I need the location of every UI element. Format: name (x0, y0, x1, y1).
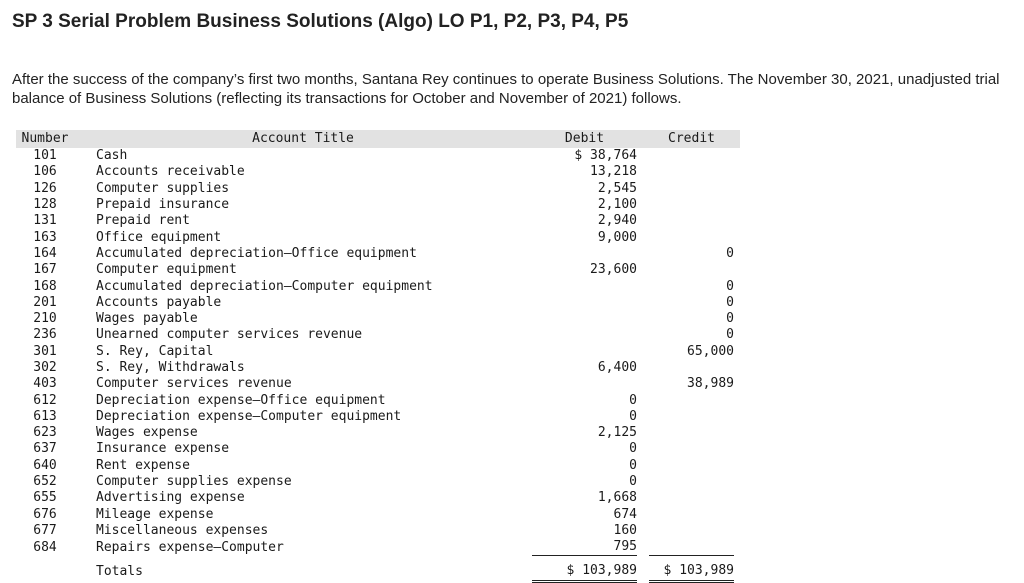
account-title: Computer equipment (96, 262, 237, 278)
credit-amount (649, 474, 734, 490)
account-title: Rent expense (96, 457, 190, 473)
account-title: S. Rey, Withdrawals (96, 360, 245, 375)
debit-amount: 795 (613, 539, 637, 555)
intro-paragraph: After the success of the company’s first two months, Santana Rey continues to operate Business Solutions. The November 30, 2021, unadjusted trial balance of Business Solutions (reflecting its transactions for October and November of 2021) follows. (12, 71, 1000, 107)
account-number: 101 (33, 148, 57, 164)
tail (734, 490, 740, 506)
credit-amount (649, 181, 734, 197)
gap (637, 409, 649, 425)
debit-amount: 0 (629, 392, 637, 408)
totals-label: Totals (96, 563, 143, 579)
table-row (16, 229, 740, 245)
account-title: Mileage expense (96, 506, 214, 522)
debit-amount: 160 (613, 522, 637, 538)
account-number: 403 (33, 376, 57, 392)
account-title: Depreciation expense—Computer equipment (96, 408, 402, 424)
account-number: 201 (33, 294, 57, 310)
debit-amount (532, 278, 637, 294)
account-title: Wages payable (96, 311, 198, 327)
debit-amount: 23,600 (590, 262, 637, 278)
account-title: Unearned computer services revenue (96, 327, 363, 343)
trial-balance-table (16, 130, 740, 583)
table-row (16, 474, 740, 490)
debit-amount: 2,125 (597, 425, 637, 441)
credit-amount: 0 (726, 327, 734, 343)
gap (637, 213, 649, 229)
table-row (16, 344, 740, 360)
totals-row (16, 556, 740, 582)
credit-amount: 65,000 (687, 343, 734, 359)
tail (734, 474, 740, 490)
account-number: 612 (33, 392, 57, 408)
tail (734, 246, 740, 262)
problem-title: SP 3 Serial Problem Business Solutions (Algo) LO P1, P2, P3, P4, P5 (12, 11, 629, 32)
tail (734, 148, 740, 164)
table-row (16, 458, 740, 474)
header-debit: Debit (532, 130, 637, 148)
tail (734, 229, 740, 245)
gap (637, 376, 649, 392)
gap (637, 458, 649, 474)
account-title: Repairs expense—Computer (96, 539, 284, 555)
gap (637, 539, 649, 556)
gap (637, 507, 649, 523)
tail (734, 344, 740, 360)
table-row (16, 246, 740, 262)
header-tail (734, 130, 740, 148)
tail (734, 523, 740, 539)
account-number: 301 (33, 343, 57, 359)
credit-amount (649, 229, 734, 245)
table-row (16, 539, 740, 556)
tail (734, 181, 740, 197)
credit-amount (649, 507, 734, 523)
tail (734, 164, 740, 180)
table-row (16, 490, 740, 506)
table-row (16, 311, 740, 327)
account-number: 623 (33, 425, 57, 441)
credit-amount (649, 360, 734, 376)
gap (637, 425, 649, 441)
credit-amount (649, 197, 734, 213)
account-number: 164 (33, 245, 57, 261)
totals-debit: $ 103,989 (532, 556, 637, 582)
gap (637, 441, 649, 457)
gap (637, 327, 649, 343)
tail (734, 327, 740, 343)
account-title: Accumulated depreciation—Office equipment (96, 245, 417, 261)
debit-amount: 6,400 (597, 360, 637, 375)
account-number: 163 (33, 229, 57, 245)
credit-amount: 38,989 (687, 376, 734, 392)
table-row (16, 441, 740, 457)
gap (637, 246, 649, 262)
table-row (16, 507, 740, 523)
account-title: Accumulated depreciation—Computer equipment (96, 278, 433, 294)
credit-amount (649, 392, 734, 408)
debit-amount: 0 (629, 457, 637, 473)
debit-amount: 2,940 (597, 213, 637, 229)
account-title: S. Rey, Capital (96, 343, 214, 359)
debit-amount: 0 (629, 408, 637, 424)
table-row (16, 392, 740, 408)
credit-amount (649, 262, 734, 278)
table-row (16, 409, 740, 425)
table-row (16, 295, 740, 311)
table-row (16, 164, 740, 180)
table-header-row (16, 130, 740, 148)
gap (637, 311, 649, 327)
table-row (16, 262, 740, 278)
debit-amount (532, 295, 637, 311)
account-title: Accounts payable (96, 294, 222, 310)
debit-amount: 2,100 (597, 197, 637, 213)
gap (637, 360, 649, 376)
account-number: 613 (33, 408, 57, 424)
table-body (16, 148, 740, 556)
debit-amount (532, 311, 637, 327)
debit-amount (532, 327, 637, 343)
gap (637, 164, 649, 180)
account-number: 131 (33, 213, 57, 229)
account-number: 106 (33, 164, 57, 180)
table-row (16, 278, 740, 294)
debit-amount: 13,218 (590, 164, 637, 180)
account-number: 637 (33, 441, 57, 457)
credit-amount (649, 409, 734, 425)
gap (637, 181, 649, 197)
table-row (16, 197, 740, 213)
gap (637, 344, 649, 360)
tail (734, 441, 740, 457)
debit-amount: 9,000 (597, 229, 637, 245)
tail (734, 425, 740, 441)
tail (734, 409, 740, 425)
account-number: 210 (33, 311, 57, 327)
table-row (16, 327, 740, 343)
account-title: Insurance expense (96, 441, 230, 457)
account-title: Computer services revenue (96, 376, 292, 392)
gap (637, 278, 649, 294)
totals-number (16, 556, 74, 582)
credit-amount (649, 164, 734, 180)
credit-amount (649, 523, 734, 539)
credit-amount (649, 539, 734, 556)
account-number: 236 (33, 327, 57, 343)
credit-amount: 0 (726, 311, 734, 327)
account-title: Depreciation expense—Office equipment (96, 392, 386, 408)
tail (734, 539, 740, 556)
debit-amount: 0 (629, 441, 637, 457)
totals-tail (734, 556, 740, 582)
credit-amount (649, 213, 734, 229)
gap (637, 229, 649, 245)
account-number: 302 (33, 360, 57, 375)
credit-amount: 0 (726, 245, 734, 261)
header-number: Number (16, 130, 74, 148)
tail (734, 213, 740, 229)
tail (734, 311, 740, 327)
credit-amount: 0 (726, 294, 734, 310)
credit-amount: 0 (726, 278, 734, 294)
account-title: Miscellaneous expenses (96, 522, 269, 538)
tail (734, 197, 740, 213)
account-title: Prepaid rent (96, 213, 190, 229)
gap (637, 295, 649, 311)
credit-amount (649, 441, 734, 457)
table-row (16, 376, 740, 392)
debit-amount: 674 (613, 506, 637, 522)
gap (637, 474, 649, 490)
account-title: Accounts receivable (96, 164, 245, 180)
tail (734, 278, 740, 294)
account-title: Advertising expense (96, 490, 245, 506)
account-title: Cash (96, 148, 128, 164)
account-number: 676 (33, 506, 57, 522)
tail (734, 360, 740, 376)
gap (637, 148, 649, 164)
header-credit: Credit (649, 130, 734, 148)
account-number: 167 (33, 262, 57, 278)
tail (734, 458, 740, 474)
account-title: Wages expense (96, 425, 198, 441)
table-row (16, 181, 740, 197)
account-number: 652 (33, 474, 57, 490)
tail (734, 295, 740, 311)
tail (734, 392, 740, 408)
totals-gap (637, 556, 649, 582)
debit-amount: 2,545 (597, 180, 637, 196)
header-account-title: Account Title (74, 130, 532, 148)
account-title: Office equipment (96, 229, 222, 245)
account-number: 640 (33, 457, 57, 473)
account-number: 684 (33, 539, 57, 555)
header-gap (637, 130, 649, 148)
table-row (16, 213, 740, 229)
account-number: 168 (33, 278, 57, 294)
tail (734, 376, 740, 392)
debit-amount (532, 344, 637, 360)
tail (734, 262, 740, 278)
table-row (16, 148, 740, 164)
debit-amount: 0 (629, 474, 637, 490)
gap (637, 197, 649, 213)
gap (637, 490, 649, 506)
debit-amount (532, 376, 637, 392)
credit-amount (649, 425, 734, 441)
account-number: 128 (33, 197, 57, 213)
debit-amount (532, 246, 637, 262)
account-number: 677 (33, 522, 57, 538)
debit-amount: $ 38,764 (574, 148, 637, 164)
account-title: Prepaid insurance (96, 197, 230, 213)
account-number: 126 (33, 180, 57, 196)
table-row (16, 523, 740, 539)
account-number: 655 (33, 490, 57, 506)
tail (734, 507, 740, 523)
gap (637, 523, 649, 539)
account-title: Computer supplies expense (96, 474, 292, 490)
credit-amount (649, 490, 734, 506)
gap (637, 262, 649, 278)
gap (637, 392, 649, 408)
totals-credit: $ 103,989 (649, 556, 734, 582)
credit-amount (649, 148, 734, 164)
table-row (16, 360, 740, 376)
table-row (16, 425, 740, 441)
debit-amount: 1,668 (597, 490, 637, 506)
account-title: Computer supplies (96, 180, 230, 196)
credit-amount (649, 458, 734, 474)
